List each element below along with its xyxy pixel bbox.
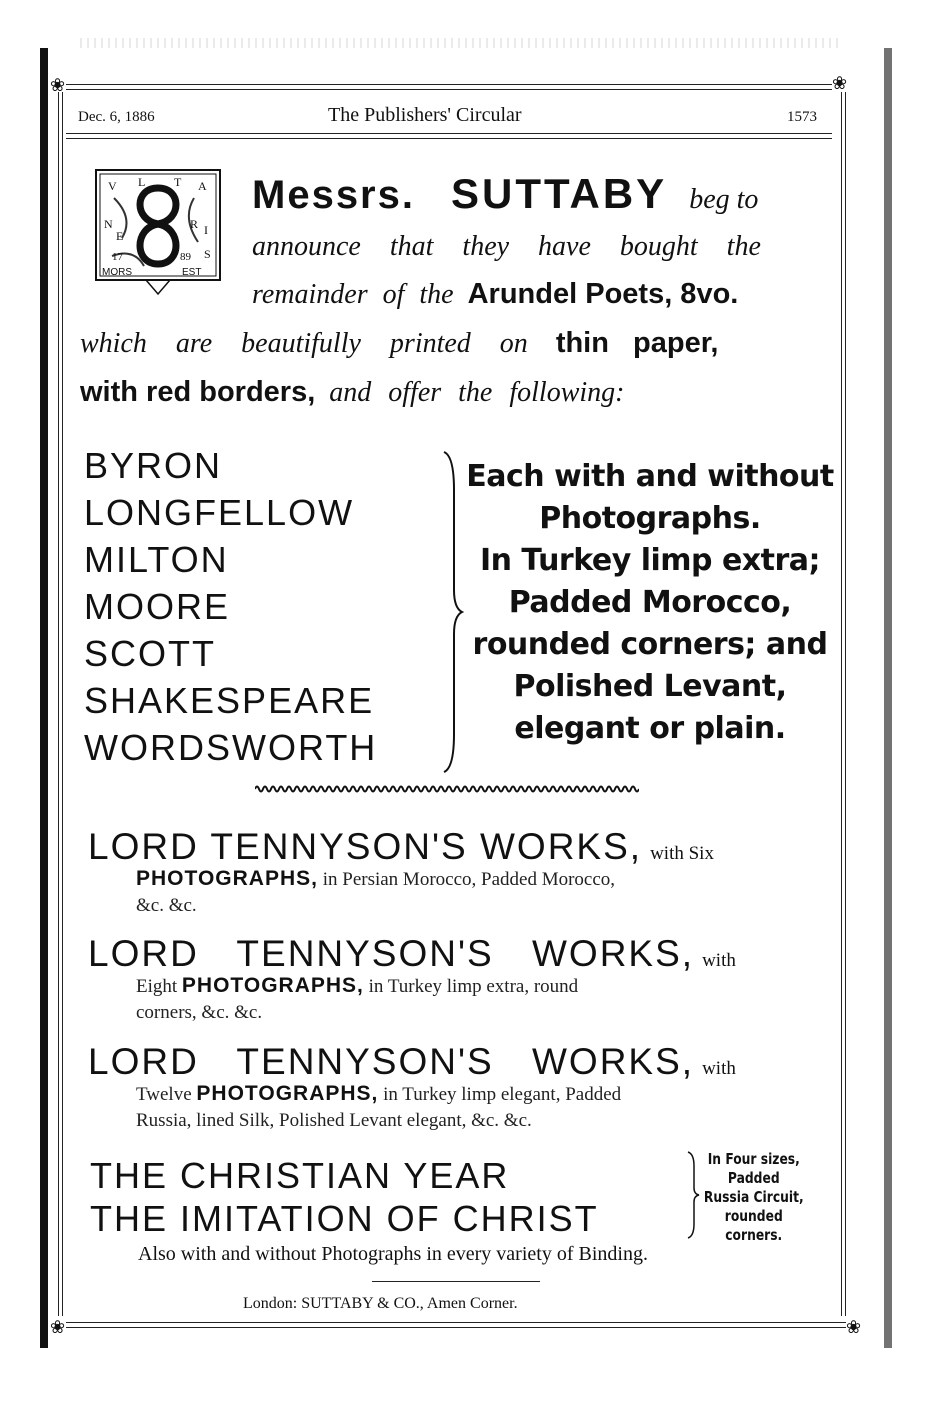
suttaby-name: SUTTABY [450,170,668,217]
binding-variety-note: Also with and without Photographs in every variety of Binding. [138,1243,648,1265]
ornament-icon: ❀ [50,1317,66,1337]
binding-line: elegant or plain. [514,711,786,746]
ornament-icon: ❀ [50,75,66,95]
tennyson-desc-3: Twelve PHOTOGRAPHS, in Turkey limp elegant, Padded Russia, lined Silk, Polished Levant elegant, &c. &c. [136,1082,622,1131]
poet-item: MOORE [84,586,231,627]
poet-item: MILTON [84,539,229,580]
top-rule [66,84,832,85]
issue-date: Dec. 6, 1886 [78,109,155,125]
wavy-divider [255,782,639,796]
poet-item: BYRON [84,445,223,486]
svg-text:A: A [198,179,207,193]
announcement-line-4: which are beautifully printed on thin paper, [80,327,719,359]
svg-text:N: N [104,217,113,231]
crest-logo [94,168,222,296]
sizes-note: In Four sizes, Padded Russia Circuit, rounded corners. [703,1150,804,1244]
svg-text:17: 17 [112,251,123,263]
poet-list [84,442,444,771]
announcement-line-5: with red borders, and offer the following: [80,376,625,408]
messrs-text: Messrs. [252,173,415,217]
imitation-of-christ-title: THE IMITATION OF CHRIST [90,1198,599,1239]
announcement-line-1 [252,170,758,218]
binding-line: Polished Levant, [513,669,787,704]
announcement-line-2: announce that they have bought the [252,231,761,262]
binding-line: rounded corners; and [472,627,828,662]
binding-line: Each with and without [466,459,834,494]
ornament-icon: ❀ [846,1317,862,1337]
svg-text:T: T [174,175,182,189]
poet-item: LONGFELLOW [84,492,355,533]
ornament-icon: ❀ [832,73,848,93]
binding-line: Photographs. [539,501,761,536]
page-edge-left [40,48,48,1348]
header-rule-inner [66,138,832,139]
bottom-rule [66,1327,846,1328]
svg-text:V: V [108,179,117,193]
poet-item: WORDSWORTH [84,727,378,768]
svg-text:S: S [204,247,211,261]
frame-left [58,92,59,1316]
poet-item: SCOTT [84,633,216,674]
scan-noise [80,38,840,48]
binding-line: Padded Morocco, [508,585,792,620]
header-rule [66,133,832,134]
svg-text:EST: EST [182,267,202,278]
svg-text:L: L [138,175,146,189]
svg-text:E: E [116,229,124,243]
frame-right-inner [845,92,846,1316]
page-edge-right [884,48,892,1348]
journal-title: The Publishers' Circular [328,104,522,126]
svg-text:I: I [204,223,208,237]
publisher-footer: London: SUTTABY & CO., Amen Corner. [243,1295,518,1312]
tennyson-desc-1: PHOTOGRAPHS, in Persian Morocco, Padded Morocco, &c. &c. [136,867,616,916]
svg-text:MORS: MORS [102,267,132,278]
page-number: 1573 [787,109,817,125]
tennyson-heading-2: LORD TENNYSON'S WORKS, with [88,933,736,974]
svg-text:R: R [190,217,199,231]
poet-item: SHAKESPEARE [84,680,375,721]
frame-left-inner [62,92,63,1316]
tennyson-desc-2: Eight PHOTOGRAPHS, in Turkey limp extra, round corners, &c. &c. [136,974,579,1023]
svg-text:89: 89 [180,251,191,263]
announcement-line-3: remainder of the Arundel Poets, 8vo. [252,278,739,310]
binding-line: In Turkey limp extra; [479,543,821,578]
footer-short-rule [372,1281,540,1282]
tennyson-heading-1: LORD TENNYSON'S WORKS, with Six [88,826,714,867]
bottom-rule-inner [66,1322,846,1323]
christian-year-title: THE CHRISTIAN YEAR [90,1155,510,1196]
top-rule-inner [66,89,832,90]
tennyson-heading-3: LORD TENNYSON'S WORKS, with [88,1041,736,1082]
binding-description [458,456,842,750]
beg-to-text: beg to [689,184,759,215]
